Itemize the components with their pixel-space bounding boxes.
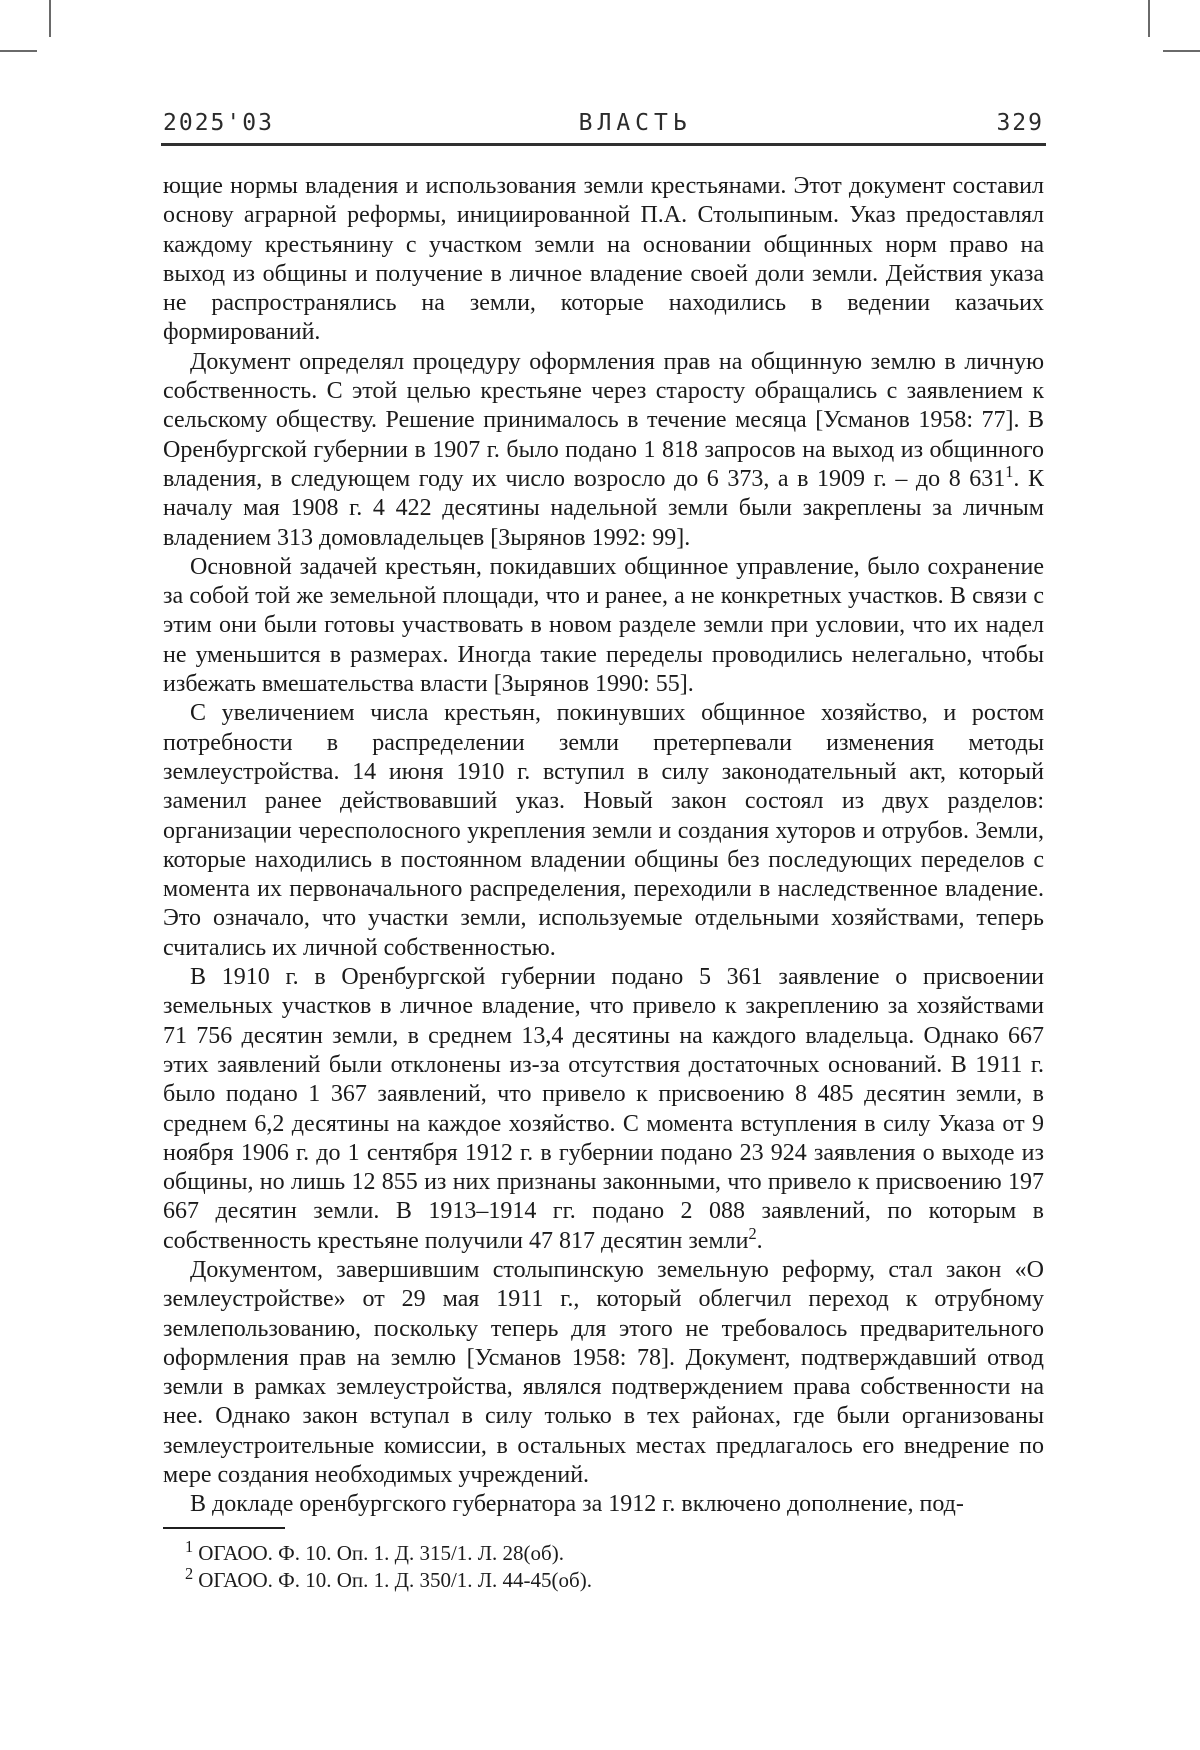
crop-mark-top-right-vertical bbox=[1148, 0, 1150, 37]
page-number: 329 bbox=[996, 110, 1044, 136]
crop-mark-top-left-vertical bbox=[49, 0, 51, 37]
footnote: $^2$ ОГАОО. Ф. 10. Оп. 1. Д. 350/1. Л. 44-45(об). bbox=[185, 1563, 592, 1592]
journal-title: ВЛАСТЬ bbox=[578, 110, 692, 136]
footnote-reference: 1 bbox=[1005, 461, 1014, 481]
paragraph: Документ определял процедуру оформления прав на общинную землю в личную собственность. С этой целью крестьяне через старосту обращались с заявлением к сельскому обществу. Решение принималось в течение месяца [Усманов 1958: 77]. В Оренбургской губернии в 1907 г. было подано 1 818 запросов на выход из общинного владения, в следующем году их число возросло до 6 373, а в 1909 г. – до 8 631$^1$. К началу мая 1908 г. 4 422 десятины надельной земли были закреплены за личным владением 313 домовладельцев [Зырянов 1992: 99]. bbox=[163, 348, 1044, 551]
paragraph: Основной задачей крестьян, покидавших общинное управление, было сохранение за собой той же земельной площади, что и ранее, а не конкретных участков. В связи с этим они были готовы участвовать в новом разделе земли при условии, что их надел не уменьшится в размерах. Иногда такие переделы проводились нелегально, чтобы избежать вмешательства власти [Зырянов 1990: 55]. bbox=[163, 553, 1044, 698]
paragraph: ющие нормы владения и использования земли крестьянами. Этот документ составил основу аграрной реформы, инициированной П.А. Столыпиным. Указ предоставлял каждому крестьянину с участком земли на основании общинных норм право на выход из общины и получение в личное владение своей доли земли. Действия указа не распространялись на земли, которые находились в ведении казачьих формирований. bbox=[163, 173, 1044, 346]
footnote-separator bbox=[163, 1527, 285, 1529]
footnote-marker: 1 bbox=[185, 1536, 194, 1556]
running-head bbox=[163, 110, 1044, 136]
header-rule bbox=[161, 143, 1046, 146]
journal-issue: 2025'03 bbox=[163, 110, 274, 136]
paragraph: С увеличением числа крестьян, покинувших общинное хозяйство, и ростом потребности в распределении земли претерпевали изменения методы землеустройства. 14 июня 1910 г. вступил в силу законодательный акт, который заменил ранее действовавший указ. Новый закон состоял из двух разделов: организации чересполосного укрепления земли и создания хуторов и отрубов. Земли, которые находились в постоянном владении общины без последующих переделов с момента их первоначального распределения, переходили в наследственное владение. Это означало, что участки земли, используемые отдельными хозяйствами, теперь считались их личной собственностью. bbox=[163, 700, 1044, 961]
article-body bbox=[163, 172, 1044, 1594]
footnote-reference: 2 bbox=[748, 1223, 757, 1243]
crop-mark-top-right-horizontal bbox=[1163, 50, 1200, 52]
paragraph: Документом, завершившим столыпинскую земельную реформу, стал закон «О землеустройстве» от 29 мая 1911 г., который облегчил переход к отрубному землепользованию, поскольку теперь для этого не требовалось предварительного оформления прав на землю [Усманов 1958: 78]. Документ, подтверждавший отвод земли в рамках землеустройства, являлся подтверждением права собственности на нее. Однако закон вступал в силу только в тех районах, где были организованы землеустроительные комиссии, в остальных местах предлагалось его внедрение по мере создания необходимых учреждений. bbox=[163, 1256, 1044, 1489]
crop-mark-top-left-horizontal bbox=[0, 50, 37, 52]
footnote-marker: 2 bbox=[185, 1563, 194, 1583]
paragraph: В 1910 г. в Оренбургской губернии подано 5 361 заявление о присвоении земельных участков в личное владение, что привело к закреплению за хозяйствами 71 756 десятин земли, в среднем 13,4 десятины на каждого владельца. Однако 667 этих заявлений были отклонены из-за отсутствия достаточных оснований. В 1911 г. было подано 1 367 заявлений, что привело к присвоению 8 485 десятин земли, в среднем 6,2 десятины на каждое хозяйство. С момента вступления в силу Указа от 9 ноября 1906 г. до 1 сентября 1912 г. в губернии подано 23 924 заявления о выходе из общины, но лишь 12 855 из них признаны законными, что привело к присвоению 197 667 десятин земли. В 1913–1914 гг. подано 2 088 заявлений, по которым в собственность крестьяне получили 47 817 десятин земли$^2$. bbox=[163, 964, 1044, 1254]
footnotes bbox=[163, 1536, 1044, 1594]
footnote: $^1$ ОГАОО. Ф. 10. Оп. 1. Д. 315/1. Л. 28(об). bbox=[185, 1536, 564, 1565]
paragraph: В докладе оренбургского губернатора за 1912 г. включено дополнение, под- bbox=[190, 1491, 964, 1518]
